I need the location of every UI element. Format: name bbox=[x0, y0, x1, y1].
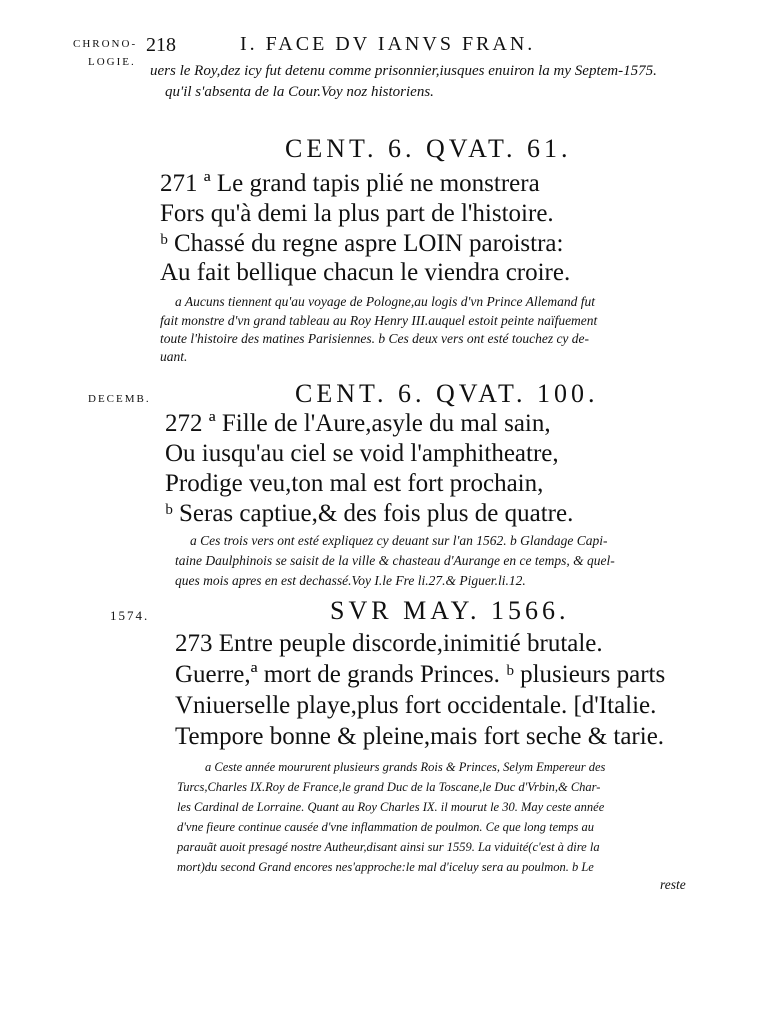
section-heading: SVR MAY. 1566. bbox=[330, 596, 570, 625]
footnote-line: a Ceste année moururent plusieurs grands Rois & Princes, Selym Empereur des bbox=[205, 760, 606, 774]
verse-line: 273 Entre peuple discorde,inimitié brutale. bbox=[175, 630, 603, 657]
footnote-line: fait monstre d'vn grand tableau au Roy Henry III.auquel estoit peinte naïfuement bbox=[160, 313, 598, 328]
verse-line: Vniuerselle playe,plus fort occidentale. [d'Italie. bbox=[175, 692, 657, 719]
footnote-line: d'vne fieure continue causée d'vne inflammation de poulmon. Ce que long temps au bbox=[177, 820, 594, 834]
verse-line: ᵇ Seras captiue,& des fois plus de quatre. bbox=[165, 500, 574, 527]
section-heading: CENT. 6. QVAT. 100. bbox=[295, 379, 599, 408]
page-number: 218 bbox=[146, 34, 176, 56]
running-title: I. FACE DV IANVS FRAN. bbox=[240, 33, 536, 55]
footnote-line: Turcs,Charles IX.Roy de France,le grand Duc de la Toscane,le Duc d'Vrbin,& Char- bbox=[177, 780, 601, 794]
verse-line: Guerre,ª mort de grands Princes. ᵇ plusieurs parts bbox=[175, 661, 666, 688]
footnote-line: a Ces trois vers ont esté expliquez cy deuant sur l'an 1562. b Glandage Capi- bbox=[190, 533, 608, 548]
footnote-line: mort)du second Grand encores nes'approche:le mal d'iceluy sera au poulmon. b Le bbox=[177, 860, 594, 874]
verse-line: Tempore bonne & pleine,mais fort seche & tarie. bbox=[175, 723, 665, 750]
footnote-line: parauãt auoit presagé nostre Autheur,disant ainsi sur 1559. La viduité(c'est à dire la bbox=[177, 840, 600, 854]
verse-line: Prodige veu,ton mal est fort prochain, bbox=[165, 470, 544, 497]
verse-line: ᵇ Chassé du regne aspre LOIN paroistra: bbox=[160, 230, 564, 257]
footnote-line: a Aucuns tiennent qu'au voyage de Pologne,au logis d'vn Prince Allemand fut bbox=[175, 294, 595, 309]
intro-line: qu'il s'absenta de la Cour.Voy noz historiens. bbox=[165, 84, 434, 100]
footnote-line: uant. bbox=[160, 349, 188, 364]
footnote-line: les Cardinal de Lorraine. Quant au Roy Charles IX. il mourut le 30. May ceste année bbox=[177, 800, 605, 814]
margin-note-chronologie-top: CHRONO- bbox=[73, 38, 138, 50]
verse-line: Ou iusqu'au ciel se void l'amphitheatre, bbox=[165, 440, 559, 467]
footnote-line: taine Daulphinois se saisit de la ville & chasteau d'Aurange en ce temps, & quel- bbox=[175, 553, 615, 568]
verse-line: 272 ª Fille de l'Aure,asyle du mal sain, bbox=[165, 410, 551, 437]
footnote-line: ques mois apres en est dechassé.Voy I.le Fre li.27.& Piguer.li.12. bbox=[175, 573, 526, 588]
margin-note-date: DECEMB. bbox=[88, 393, 151, 405]
catchword: reste bbox=[660, 877, 686, 892]
verse-line: Au fait bellique chacun le viendra croire. bbox=[160, 259, 571, 286]
verse-line: Fors qu'à demi la plus part de l'histoire. bbox=[160, 200, 554, 227]
margin-note-chronologie-bottom: LOGIE. bbox=[88, 56, 136, 68]
intro-line: uers le Roy,dez icy fut detenu comme prisonnier,iusques enuiron la my Septem-1575. bbox=[150, 63, 657, 79]
margin-note-date: 1574. bbox=[110, 608, 150, 623]
verse-line: 271 ª Le grand tapis plié ne monstrera bbox=[160, 170, 540, 197]
footnote-line: toute l'histoire des matines Parisiennes. b Ces deux vers ont esté touchez cy de- bbox=[160, 331, 590, 346]
section-heading: CENT. 6. QVAT. 61. bbox=[285, 134, 572, 163]
